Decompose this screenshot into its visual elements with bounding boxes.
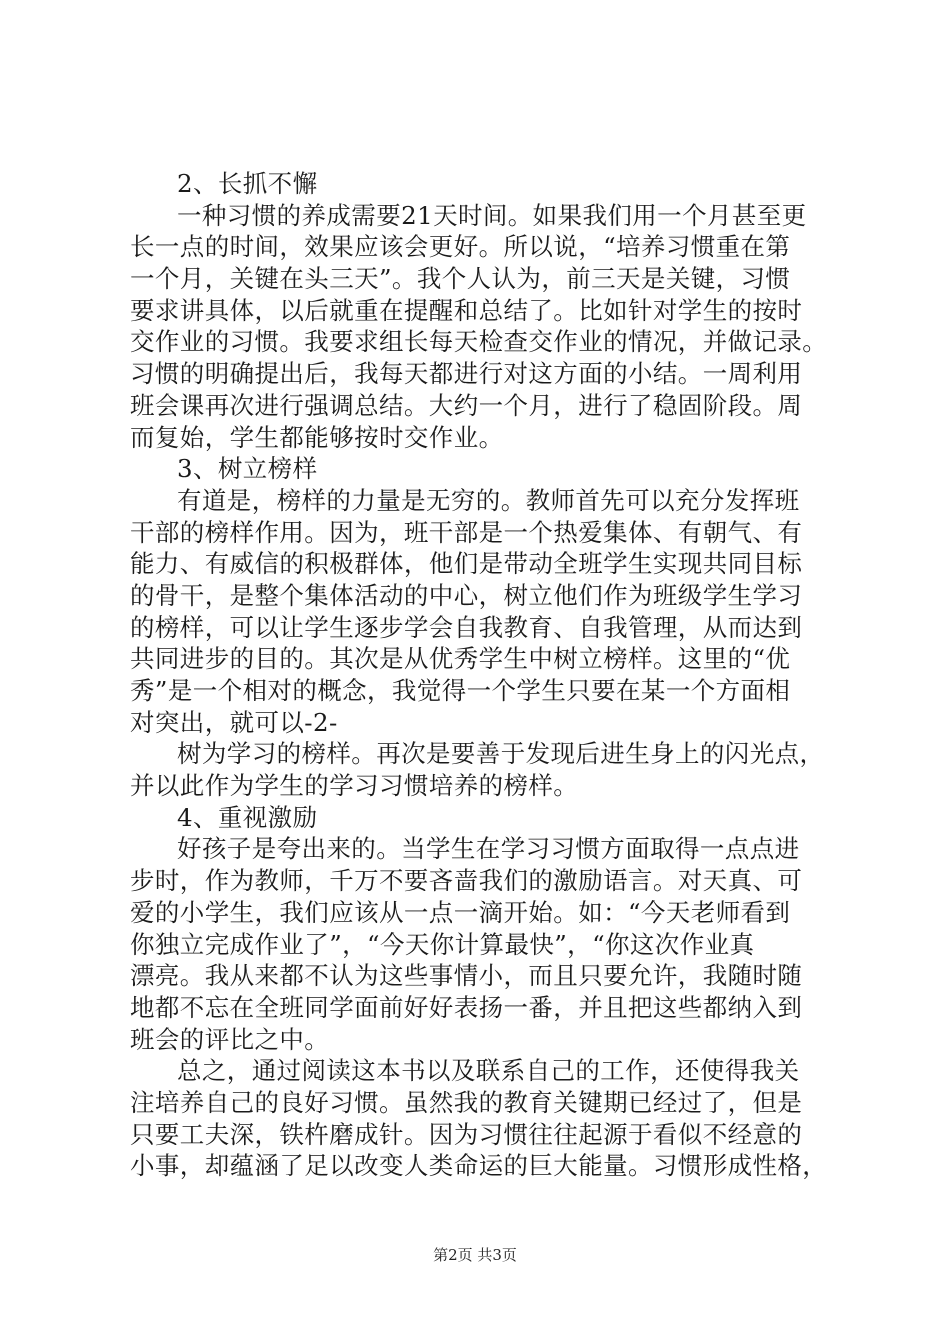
text-line: 习惯的明确提出后，我每天都进行对这方面的小结。一周利用 [130,359,803,389]
page-footer: 第2页 共3页 [433,1246,517,1264]
text-line: 的榜样，可以让学生逐步学会自我教育、自我管理，从而达到 [130,612,803,642]
text-line: 总之，通过阅读这本书以及联系自己的工作，还使得我关 [177,1056,800,1086]
text-line: 秀”是一个相对的概念，我觉得一个学生只要在某一个方面相 [130,676,791,705]
text-line: 你独立完成作业了”，“今天你计算最快”，“你这次作业真 [130,929,755,959]
text-line: 共同进步的目的。其次是从优秀学生中树立榜样。这里的“优 [130,644,791,674]
text-line: 漂亮。我从来都不认为这些事情小，而且只要允许，我随时随 [130,961,803,991]
text-line: 并以此作为学生的学习习惯培养的榜样。 [130,771,579,801]
text-line: 小事，却蕴涵了足以改变人类命运的巨大能量。习惯形成性格， [130,1151,828,1181]
text-line: 3、树立榜样 [177,454,318,484]
text-line: 爱的小学生，我们应该从一点一滴开始。如：“今天老师看到 [130,897,791,927]
text-line: 长一点的时间，效果应该会更好。所以说，“培养习惯重在第 [130,232,791,262]
text-line: 步时，作为教师，千万不要吝啬我们的激励语言。对天真、可 [130,866,803,896]
text-line: 交作业的习惯。我要求组长每天检查交作业的情况，并做记录。 [130,327,828,357]
text-line: 4、重视激励 [177,802,318,832]
text-line: 地都不忘在全班同学面前好好表扬一番，并且把这些都纳入到 [130,992,803,1022]
text-line: 而复始，学生都能够按时交作业。 [130,422,504,452]
text-line: 只要工夫深，铁杵磨成针。因为习惯往往起源于看似不经意的 [130,1119,803,1149]
text-line: 班会课再次进行强调总结。大约一个月，进行了稳固阶段。周 [130,390,803,420]
text-line: 的骨干，是整个集体活动的中心，树立他们作为班级学生学习 [130,580,803,610]
text-line: 树为学习的榜样。再次是要善于发现后进生身上的闪光点， [177,739,825,769]
text-line: 2、长抓不懈 [177,169,318,198]
text-line: 好孩子是夸出来的。当学生在学习习惯方面取得一点点进 [177,834,800,864]
text-line: 注培养自己的良好习惯。虽然我的教育关键期已经过了，但是 [130,1087,803,1117]
text-line: 要求讲具体，以后就重在提醒和总结了。比如针对学生的按时 [130,295,803,325]
text-line: 干部的榜样作用。因为，班干部是一个热爱集体、有朝气、有 [130,517,803,547]
text-line: 能力、有威信的积极群体，他们是带动全班学生实现共同目标 [130,549,803,579]
text-line: 班会的评比之中。 [130,1024,330,1054]
text-line: 有道是，榜样的力量是无穷的。教师首先可以充分发挥班 [177,485,800,515]
text-line: 对突出，就可以-2- [130,707,338,737]
text-line: 一种习惯的养成需要21天时间。如果我们用一个月甚至更 [177,200,807,230]
body-text [130,168,835,1182]
text-line: 一个月，关键在头三天”。我个人认为，前三天是关键，习惯 [130,264,791,294]
